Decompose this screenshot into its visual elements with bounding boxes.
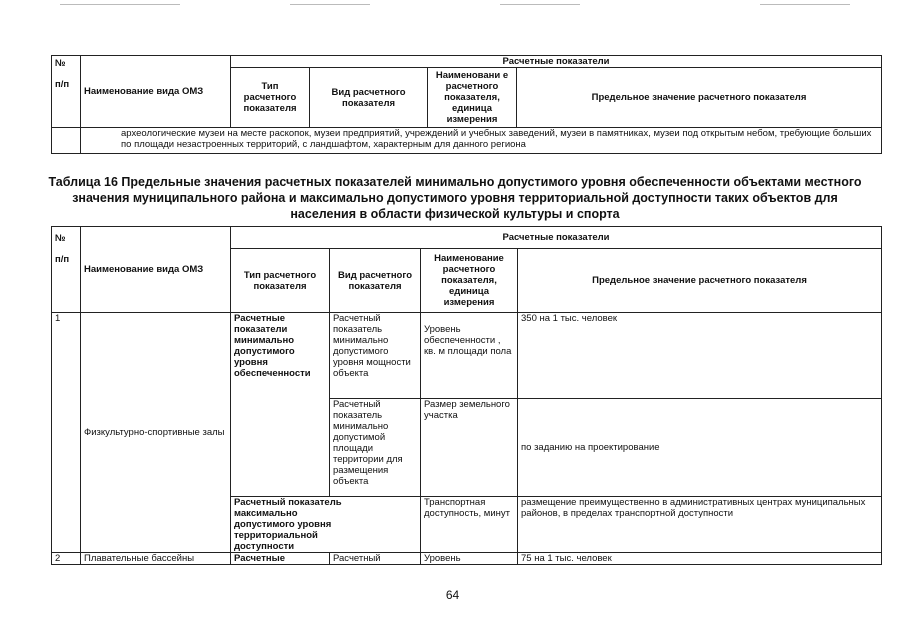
header-group: Расчетные показатели <box>231 227 882 249</box>
row1-type-b: Расчетный показатель максимально допустимого уровня территориальной доступности <box>231 497 421 553</box>
row2-limit: 75 на 1 тыс. человек <box>518 553 882 565</box>
header-kind: Вид расчетного показателя <box>330 249 421 313</box>
top-edge-line <box>60 4 180 5</box>
header-name: Наименование вида ОМЗ <box>81 56 231 128</box>
row1-type-a: Расчетные показатели минимально допустимого уровня обеспеченности <box>231 313 330 497</box>
row1-kind-a2: Расчетный показатель минимально допустимой площади территории для размещения объекта <box>330 399 421 497</box>
header-name: Наименование вида ОМЗ <box>81 227 231 313</box>
row2-name: Плавательные бассейны <box>81 553 231 565</box>
header-type: Тип расчетного показателя <box>231 249 330 313</box>
row2-kind: Расчетный <box>330 553 421 565</box>
row1-unit-a1: Уровень обеспеченности , кв. м площади пола <box>421 313 518 399</box>
row2-unit: Уровень <box>421 553 518 565</box>
header-limit: Предельное значение расчетного показателя <box>518 249 882 313</box>
header-number-cell <box>52 227 81 313</box>
top-edge-line <box>500 4 580 5</box>
row1-number: 1 <box>52 313 81 553</box>
continuation-text: археологические музеи на месте раскопок, музеи предприятий, учреждений и учебных заведений, музеи в памятниках, музеи под открытым небом, требующие больших по площади незастроенных территорий, с ландшафтом, характерным для данного региона <box>81 128 882 154</box>
table-16 <box>51 226 882 565</box>
header-pp: п/п <box>55 79 70 90</box>
row1-unit-a2: Размер земельного участка <box>421 399 518 497</box>
top-edge-line <box>760 4 850 5</box>
row1-name: Физкультурно-спортивные залы <box>81 313 231 553</box>
header-number-cell <box>52 56 81 128</box>
continuation-number <box>52 128 81 154</box>
row1-limit-a1: 350 на 1 тыс. человек <box>518 313 882 399</box>
table-15-tail <box>51 55 882 154</box>
header-pp: п/п <box>55 254 70 265</box>
header-kind: Вид расчетного показателя <box>310 68 428 128</box>
top-edge-line <box>290 4 370 5</box>
header-type: Тип расчетного показателя <box>231 68 310 128</box>
header-number: № <box>55 233 66 244</box>
header-unit: Наименовани е расчетного показателя, единица измерения <box>428 68 517 128</box>
row2-type: Расчетные <box>231 553 330 565</box>
row1-limit-a2: по заданию на проектирование <box>518 399 882 497</box>
header-number: № <box>55 58 66 69</box>
row1-kind-a1: Расчетный показатель минимально допустимого уровня мощности объекта <box>330 313 421 399</box>
row1-unit-b: Транспортная доступность, минут <box>421 497 518 553</box>
header-limit: Предельное значение расчетного показателя <box>517 68 882 128</box>
row2-number: 2 <box>52 553 81 565</box>
table-16-caption: Таблица 16 Предельные значения расчетных показателей минимально допустимого уровня обеспеченности объектами местного значения муниципального района и максимально допустимого уровня территориальной доступности таких объектов для населения в области физической культуры и спорта <box>48 175 862 221</box>
header-group: Расчетные показатели <box>231 56 882 68</box>
row1-limit-b: размещение преимущественно в административных центрах муниципальных районов, в пределах транспортной доступности <box>518 497 882 553</box>
header-unit: Наименование расчетного показателя, единица измерения <box>421 249 518 313</box>
page-number: 64 <box>445 588 460 602</box>
